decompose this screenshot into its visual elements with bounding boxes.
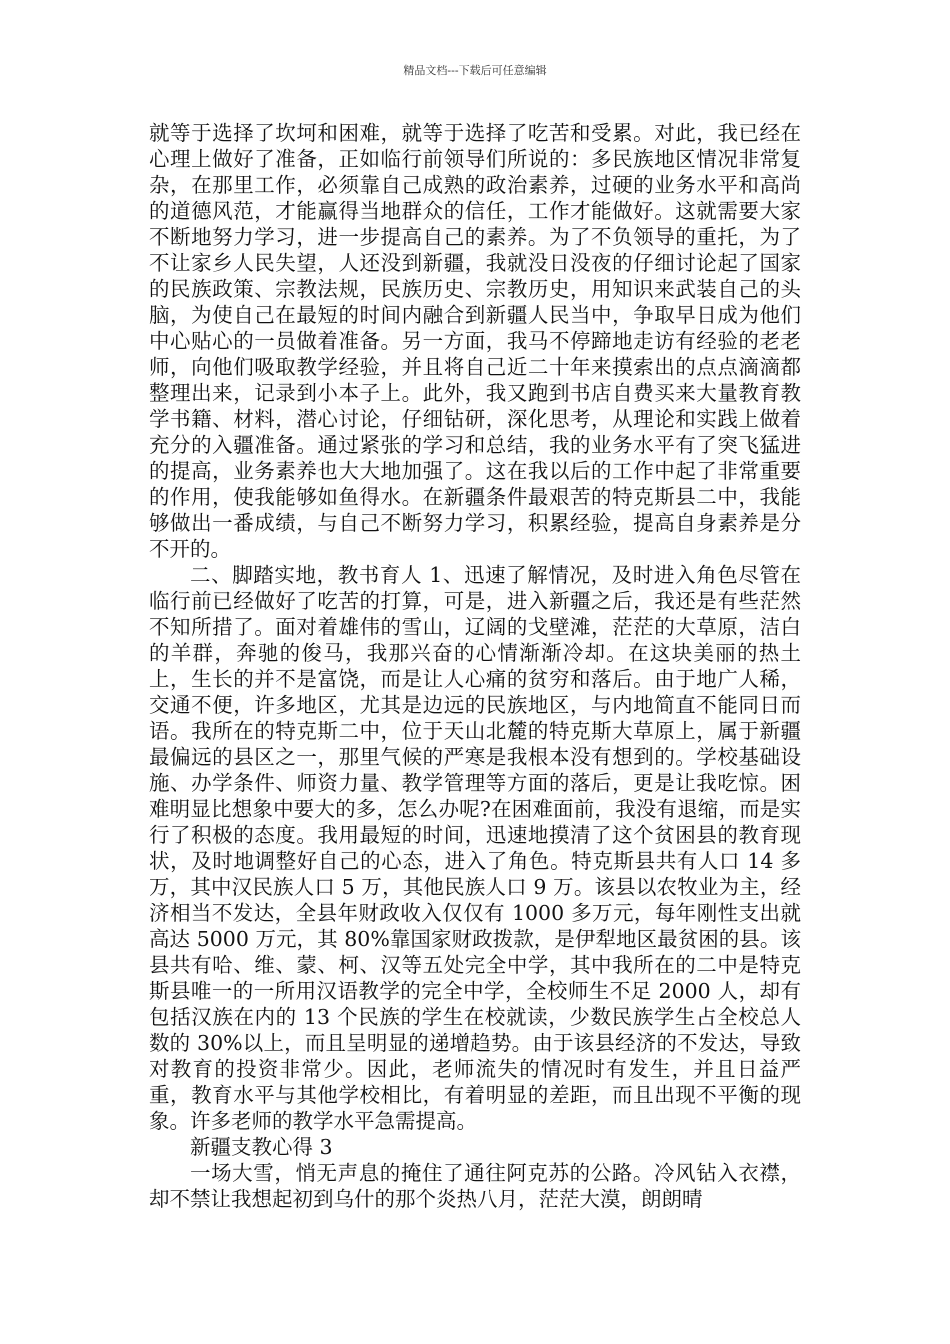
document-body [149, 120, 801, 1212]
page-header: 精品文档---下载后可任意编辑 [403, 64, 547, 77]
paragraph-3: 一场大雪，悄无声息的掩住了通往阿克苏的公路。冷风钻入衣襟，却不禁让我想起初到乌什的那个炎热八月，茫茫大漠，朗朗晴 [149, 1161, 801, 1211]
paragraph-2: 二、脚踏实地，教书育人 1、迅速了解情况，及时进入角色尽管在临行前已经做好了吃苦的打算，可是，进入新疆之后，我还是有些茫然不知所措了。面对着雄伟的雪山，辽阔的戈壁滩，茫茫的大草原，洁白的羊群，奔驰的俊马，我那兴奋的心情渐渐冷却。在这块美丽的热土上，生长的并不是富饶，而是让人心痛的贫穷和落后。由于地广人稀，交通不便，许多地区，尤其是边远的民族地区，与内地简直不能同日而语。我所在的特克斯二中，位于天山北麓的特克斯大草原上，属于新疆最偏远的县区之一，那里气候的严寒是我根本没有想到的。学校基础设施、办学条件、师资力量、教学管理等方面的落后，更是让我吃惊。困难明显比想象中要大的多，怎么办呢?在困难面前，我没有退缩，而是实行了积极的态度。我用最短的时间，迅速地摸清了这个贫困县的教育现状，及时地调整好自己的心态，进入了角色。特克斯县共有人口 14 多万，其中汉民族人口 5 万，其他民族人口 9 万。该县以农牧业为主，经济相当不发达，全县年财政收入仅仅有 1000 多万元，每年刚性支出就高达 5000 万元，其 80%靠国家财政拨款，是伊犁地区最贫困的县。该县共有哈、维、蒙、柯、汉等五处完全中学，其中我所在的二中是特克斯县唯一的一所用汉语教学的完全中学，全校师生不足 2000 人，却有包括汉族在内的 13 个民族的学生在校就读，少数民族学生占全校总人数的 30%以上，而且呈明显的递增趋势。由于该县经济的不发达，导致对教育的投资非常少。因此，老师流失的情况时有发生，并且日益严重，教育水平与其他学校相比，有着明显的差距，而且出现不平衡的现象。许多老师的教学水平急需提高。 [149, 563, 801, 1133]
section-title: 新疆支教心得 3 [190, 1135, 333, 1159]
paragraph-1: 就等于选择了坎坷和困难，就等于选择了吃苦和受累。对此，我已经在心理上做好了准备，正如临行前领导们所说的：多民族地区情况非常复杂，在那里工作，必须靠自己成熟的政治素养，过硬的业务水平和高尚的道德风范，才能赢得当地群众的信任，工作才能做好。这就需要大家不断地努力学习，进一步提高自己的素养。为了不负领导的重托，为了不让家乡人民失望，人还没到新疆，我就没日没夜的仔细讨论起了国家的民族政策、宗教法规，民族历史、宗教历史，用知识来武装自己的头脑，为使自己在最短的时间内融合到新疆人民当中，争取早日成为他们中心贴心的一员做着准备。另一方面，我马不停蹄地走访有经验的老老师，向他们吸取教学经验，并且将自己近二十年来摸索出的点点滴滴都整理出来，记录到小本子上。此外，我又跑到书店自费买来大量教育教学书籍、材料，潜心讨论，仔细钻研，深化思考，从理论和实践上做着充分的入疆准备。通过紧张的学习和总结，我的业务水平有了突飞猛进的提高，业务素养也大大地加强了。这在我以后的工作中起了非常重要的作用，使我能够如鱼得水。在新疆条件最艰苦的特克斯县二中，我能够做出一番成绩，与自己不断努力学习，积累经验，提高自身素养是分不开的。 [149, 121, 801, 561]
